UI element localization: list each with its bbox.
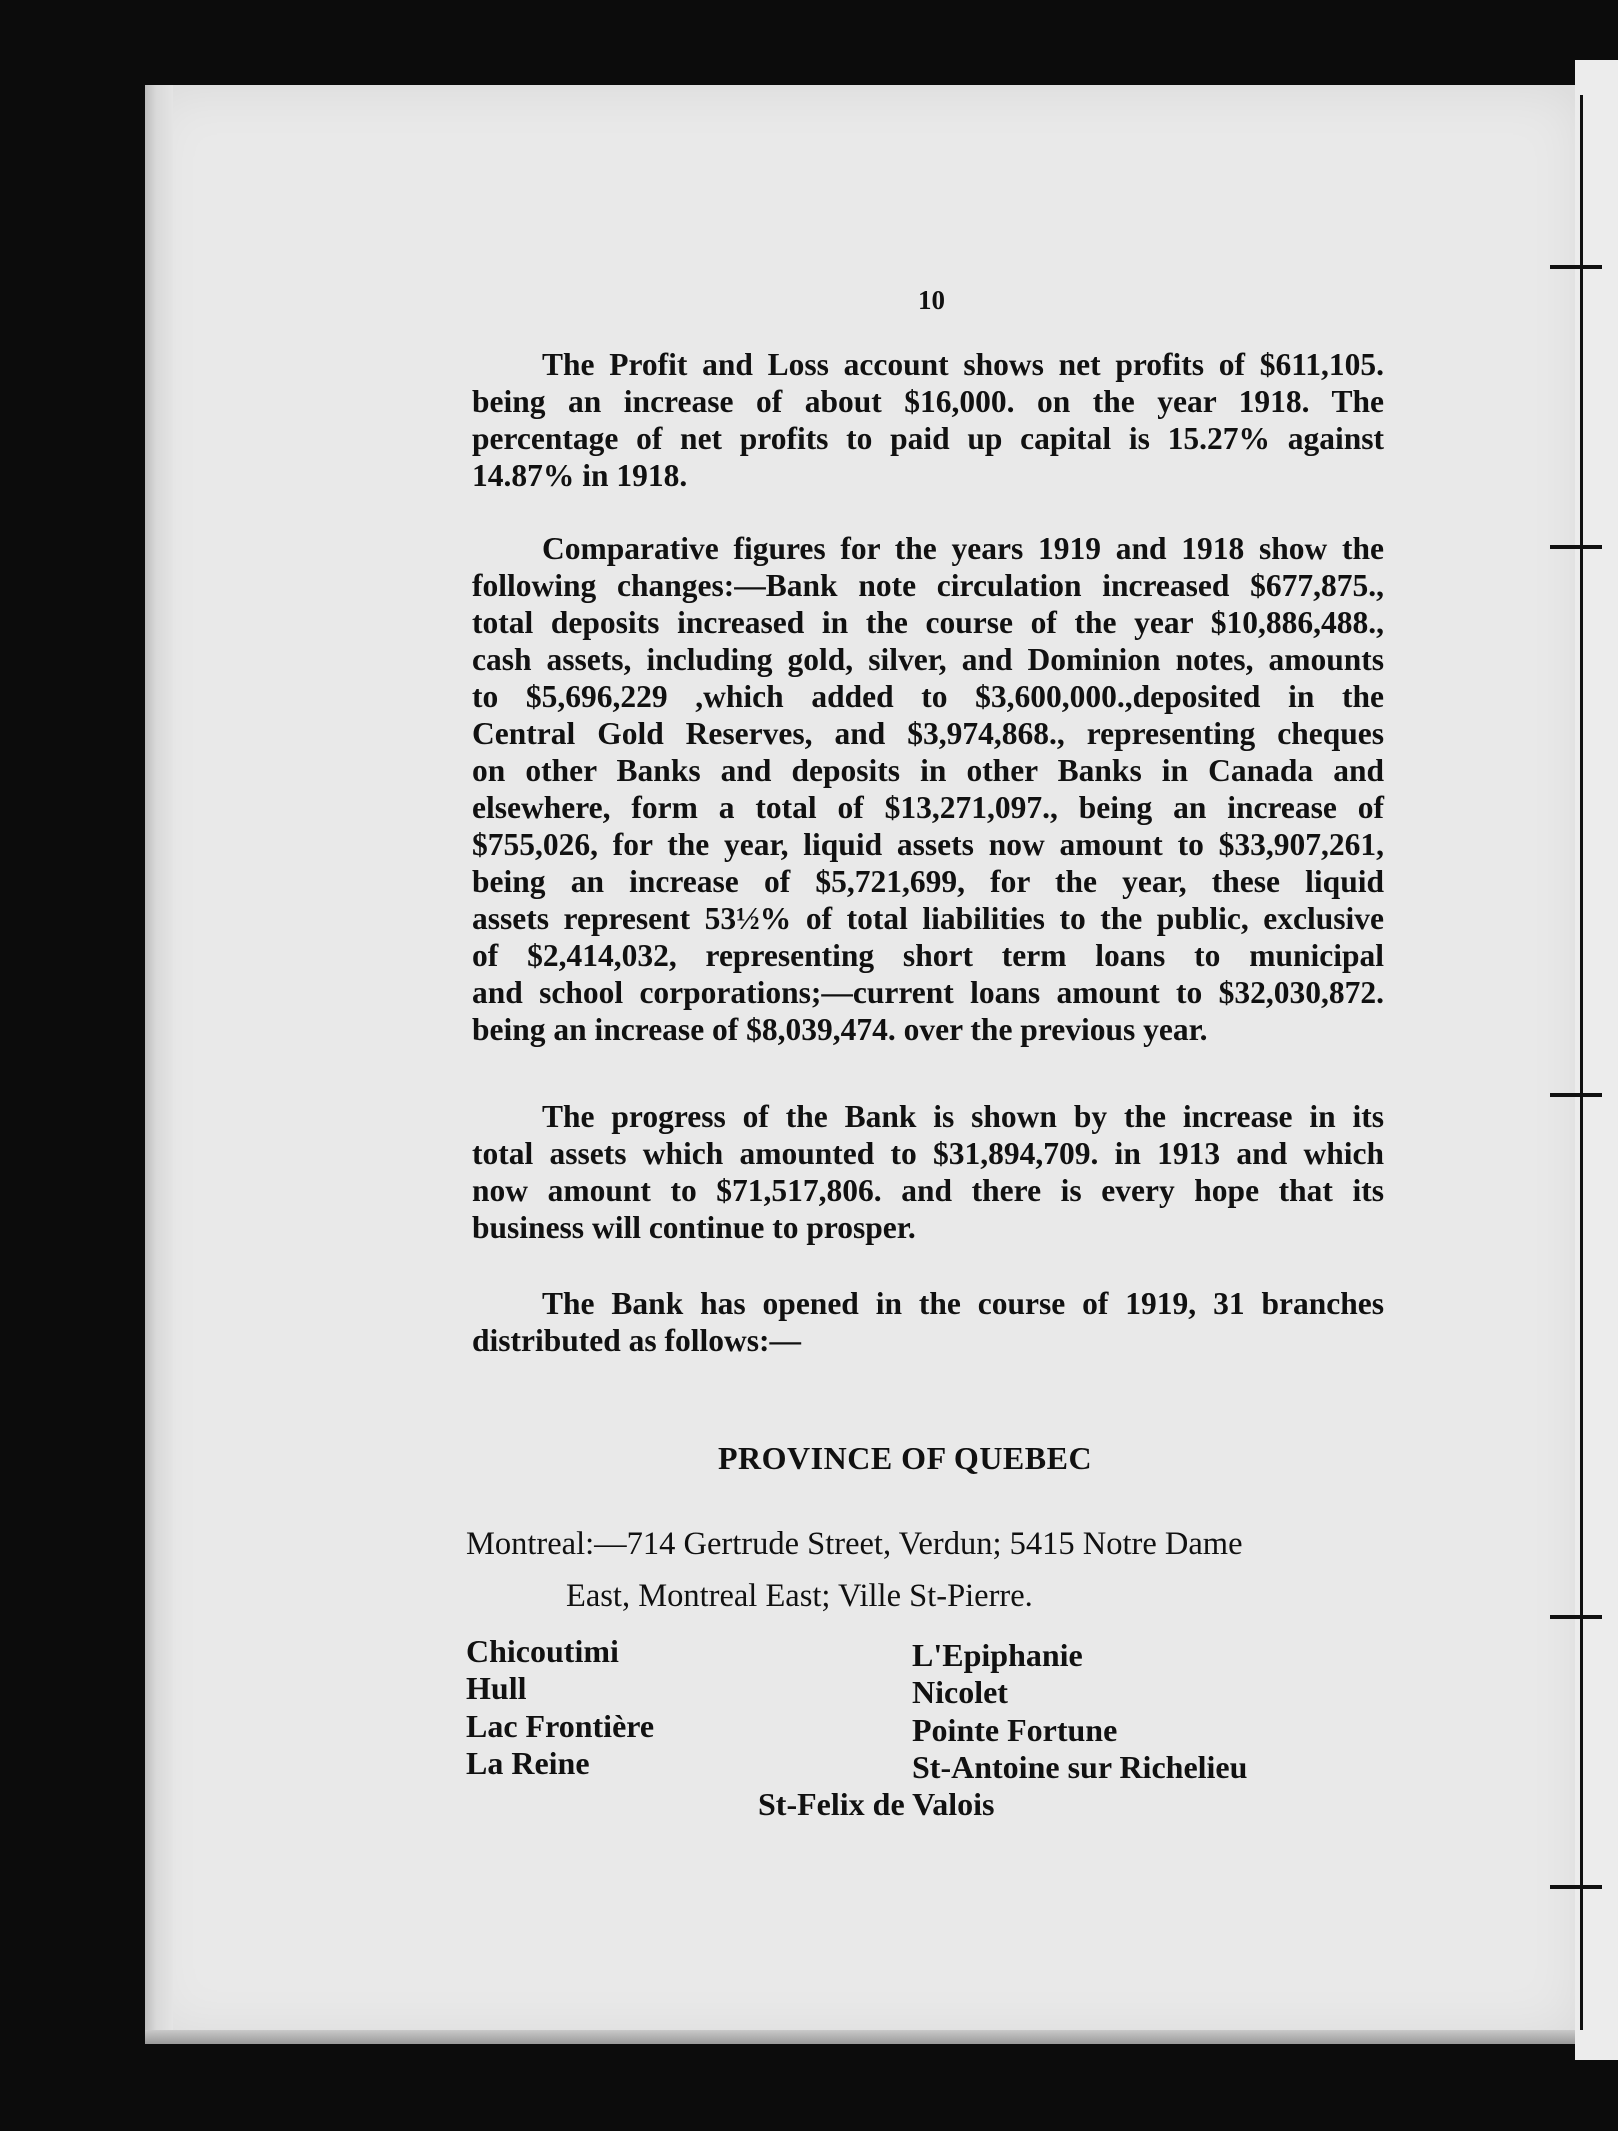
text-line: assets represent 53½% of total liabilities to the public, exclusive — [472, 901, 1384, 936]
paragraph-profit-and-loss — [472, 346, 1384, 494]
text-line: Comparative figures for the years 1919 and 1918 show the — [542, 531, 1384, 566]
page-gutter-shadow — [145, 85, 173, 2040]
text-line: The Bank has opened in the course of 1919, 31 branches — [542, 1286, 1384, 1321]
text-line: 14.87% in 1918. — [472, 458, 688, 493]
text-line: being an increase of about $16,000. on the year 1918. The — [472, 384, 1384, 419]
text-line: $755,026, for the year, liquid assets now amount to $33,907,261, — [472, 827, 1384, 862]
binding-tick-mark — [1550, 1885, 1602, 1889]
binding-tick-mark — [1550, 1093, 1602, 1097]
paragraph-branches-opened — [472, 1285, 1384, 1359]
branch-name: Chicoutimi — [466, 1633, 619, 1669]
text-line: Central Gold Reserves, and $3,974,868., representing cheques — [472, 716, 1384, 751]
branch-name: Pointe Fortune — [912, 1712, 1118, 1748]
binding-tick-mark — [1550, 545, 1602, 549]
paragraph-comparative-figures — [472, 530, 1384, 1048]
branch-name: Hull — [466, 1670, 527, 1706]
branch-name: St-Antoine sur Richelieu — [912, 1749, 1248, 1785]
text-line: cash assets, including gold, silver, and Dominion notes, amounts — [472, 642, 1384, 677]
branch-name: La Reine — [466, 1745, 590, 1781]
text-line: distributed as follows:— — [472, 1323, 802, 1358]
text-line: business will continue to prosper. — [472, 1210, 916, 1245]
text-line: now amount to $71,517,806. and there is every hope that its — [472, 1173, 1384, 1208]
text-line: on other Banks and deposits in other Banks in Canada and — [472, 753, 1384, 788]
text-line: being an increase of $8,039,474. over the previous year. — [472, 1012, 1208, 1047]
binding-tick-mark — [1550, 1615, 1602, 1619]
page-bottom-edge — [145, 2030, 1585, 2044]
text-line: total deposits increased in the course of the year $10,886,488., — [472, 605, 1384, 640]
text-line: total assets which amounted to $31,894,709. in 1913 and which — [472, 1136, 1384, 1171]
montreal-branches-line: Montreal:—714 Gertrude Street, Verdun; 5415 Notre Dame — [466, 1526, 1243, 1562]
text-line: of $2,414,032, representing short term loans to municipal — [472, 938, 1384, 973]
text-line: percentage of net profits to paid up capital is 15.27% against — [472, 421, 1384, 456]
binding-tick-mark — [1550, 265, 1602, 269]
binding-line — [1580, 95, 1583, 2030]
text-line: The progress of the Bank is shown by the increase in its — [542, 1099, 1384, 1134]
text-line: and school corporations;—current loans amount to $32,030,872. — [472, 975, 1384, 1010]
montreal-branches-line: East, Montreal East; Ville St-Pierre. — [566, 1578, 1033, 1614]
text-line: being an increase of $5,721,699, for the year, these liquid — [472, 864, 1384, 899]
text-line: The Profit and Loss account shows net profits of $611,105. — [542, 347, 1384, 382]
section-heading: PROVINCE OF QUEBEC — [718, 1440, 1093, 1476]
branch-name: L'Epiphanie — [912, 1637, 1083, 1673]
page-number: 10 — [918, 285, 945, 315]
branch-name: St-Felix de Valois — [758, 1786, 995, 1822]
text-line: elsewhere, form a total of $13,271,097., being an increase of — [472, 790, 1384, 825]
branch-name: Lac Frontière — [466, 1708, 655, 1744]
paragraph-bank-progress — [472, 1098, 1384, 1246]
text-line: to $5,696,229 ,which added to $3,600,000.,deposited in the — [472, 679, 1384, 714]
text-line: following changes:—Bank note circulation increased $677,875., — [472, 568, 1384, 603]
branch-name: Nicolet — [912, 1674, 1008, 1710]
